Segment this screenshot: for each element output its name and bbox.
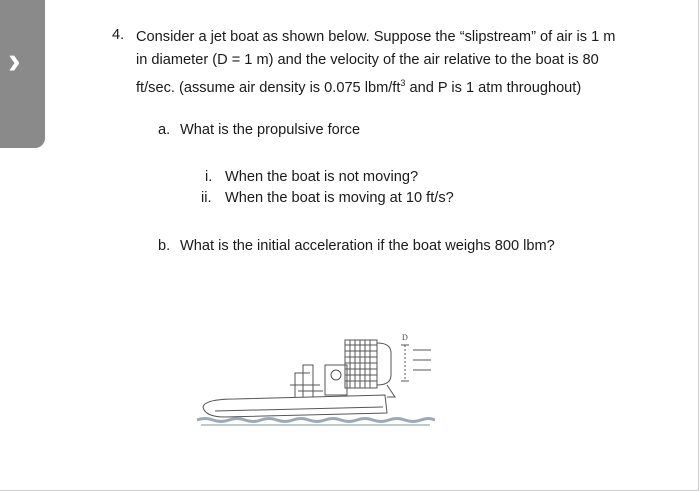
part-a-i-text: When the boat is not moving? — [225, 169, 419, 185]
part-a-i-label: i. — [205, 169, 213, 185]
part-a-label: a. — [158, 122, 171, 138]
chevron-right-icon[interactable]: › — [8, 40, 21, 82]
diameter-label: D — [402, 333, 408, 342]
next-page-tab[interactable] — [0, 0, 45, 148]
part-a-ii-text: When the boat is moving at 10 ft/s? — [225, 190, 454, 206]
part-a-text: What is the propulsive force — [180, 122, 361, 138]
part-b — [158, 238, 555, 254]
question-line-2: in diameter (D = 1 m) and the velocity of the air relative to the boat is 80 — [136, 52, 599, 68]
part-a — [158, 122, 360, 138]
part-a-ii-label: ii. — [201, 190, 212, 206]
part-b-text: What is the initial acceleration if the boat weighs 800 lbm? — [180, 238, 555, 254]
jet-boat-figure — [195, 325, 435, 440]
part-a-ii — [201, 190, 454, 206]
jet-boat-drawing — [195, 325, 435, 440]
part-a-i — [205, 169, 418, 185]
question-line-3: ft/sec. (assume air density is 0.075 lbm/$ft^3$ and P is 1 atm throughout) — [136, 78, 582, 96]
question-line-1: Consider a jet boat as shown below. Suppose the “slipstream” of air is 1 m — [136, 29, 616, 45]
question-number: 4. — [112, 27, 125, 43]
part-b-label: b. — [158, 238, 171, 254]
